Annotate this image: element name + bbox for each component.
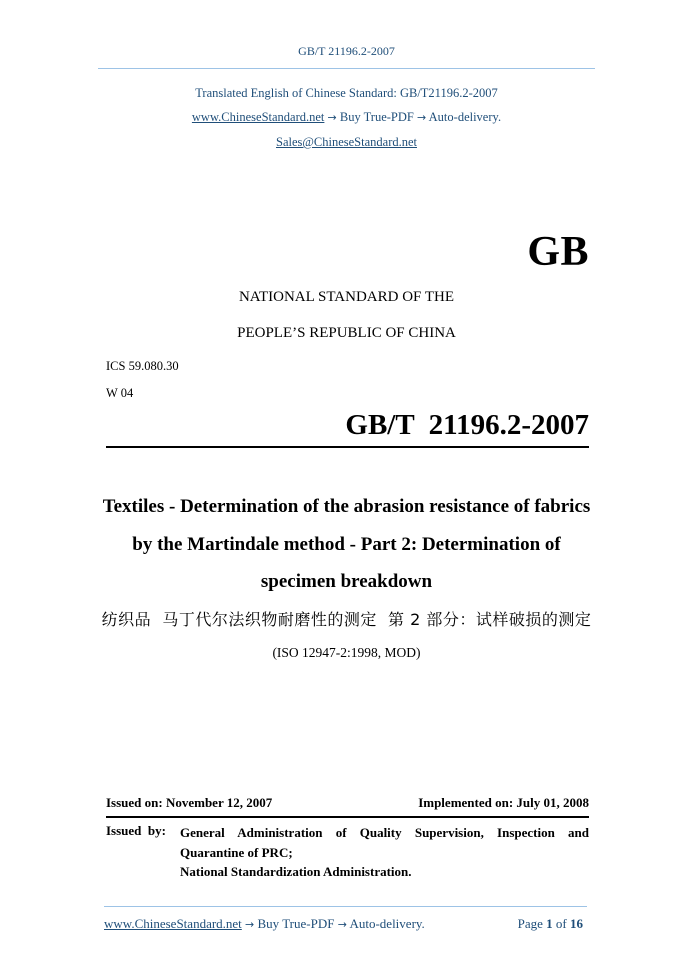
sales-line <box>0 135 693 150</box>
ccs-code: W 04 <box>106 386 134 400</box>
issuer-sac: National Standardization Administration. <box>180 864 412 879</box>
standard-number: GB/T 21196.2-2007 <box>345 409 589 441</box>
issuer-aqsiq: General Administration of Quality Supervision, Inspection and Quarantine of PRC; <box>180 825 589 860</box>
footer-delivery-text: Auto-delivery. <box>346 916 425 931</box>
arrow-right-icon: → <box>327 111 337 124</box>
title-divider <box>106 446 589 448</box>
promo-line <box>0 110 693 125</box>
header-divider <box>98 68 595 69</box>
iso-reference: (ISO 12947-2:1998, MOD) <box>272 645 421 660</box>
running-header: GB/T 21196.2-2007 <box>298 44 395 58</box>
footer-divider <box>104 906 587 907</box>
national-standard-line2: PEOPLE’S REPUBLIC OF CHINA <box>237 325 456 341</box>
arrow-right-icon: → <box>337 918 347 931</box>
issued-by-label: Issued by: <box>106 823 166 838</box>
english-title: Textiles - Determination of the abrasion resistance of fabrics by the Martindale method - Part 2: Determination of specimen breakdown <box>102 496 591 592</box>
chinese-title: 纺织品 马丁代尔法织物耐磨性的测定 第 2 部分：试样破损的测定 <box>101 610 592 629</box>
footer-buy-text: Buy True-PDF <box>254 916 338 931</box>
arrow-right-icon: → <box>417 111 427 124</box>
page-total: 16 <box>570 916 583 931</box>
arrow-right-icon: → <box>245 918 255 931</box>
national-standard-line1: NATIONAL STANDARD OF THE <box>238 289 455 305</box>
footer-promo <box>104 916 425 932</box>
translated-line: Translated English of Chinese Standard: GB/T21196.2-2007 <box>195 86 498 100</box>
ics-code: ICS 59.080.30 <box>106 359 179 373</box>
delivery-text: Auto-delivery. <box>426 110 502 124</box>
footer-site-link[interactable]: www.ChineseStandard.net <box>104 916 242 931</box>
site-link[interactable]: www.ChineseStandard.net <box>191 110 325 124</box>
page-of: of <box>555 916 567 931</box>
page-word: Page <box>517 916 543 931</box>
page-current: 1 <box>546 916 553 931</box>
issued-date: Issued on: November 12, 2007 <box>106 795 273 810</box>
gb-mark: GB <box>527 229 589 275</box>
buy-text: Buy True-PDF <box>336 110 417 124</box>
page-indicator <box>518 916 583 932</box>
dates-divider <box>106 816 589 818</box>
implemented-date: Implemented on: July 01, 2008 <box>418 795 589 810</box>
sales-email-link[interactable]: Sales@ChineseStandard.net <box>276 135 417 149</box>
